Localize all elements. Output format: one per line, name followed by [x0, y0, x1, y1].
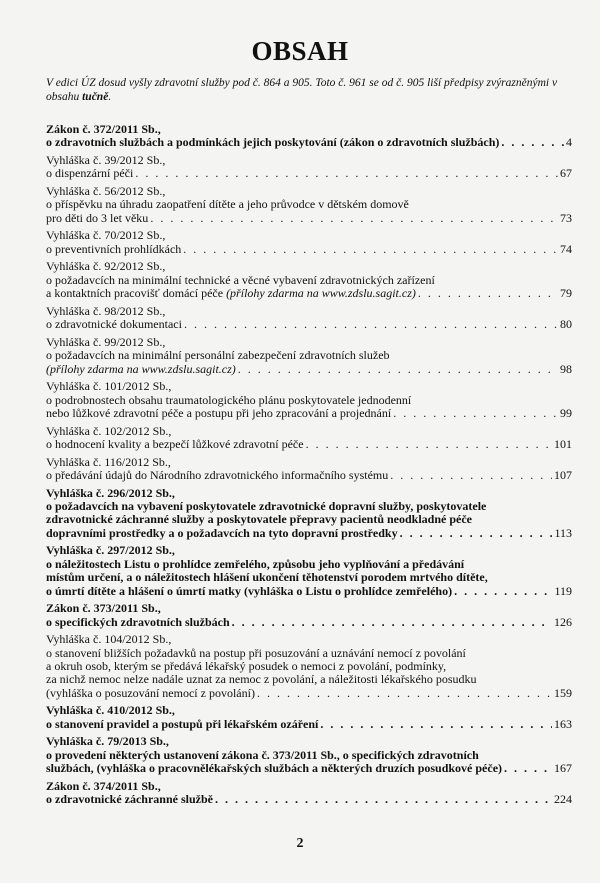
toc-entry-text — [46, 793, 213, 806]
dot-leader — [150, 212, 558, 225]
toc-entry-text — [46, 136, 499, 149]
toc-entry — [46, 425, 572, 452]
toc-entry-page: 79 — [560, 286, 572, 301]
page-title: OBSAH — [251, 36, 349, 66]
dot-leader — [135, 167, 558, 180]
toc-entry-last-line — [46, 318, 572, 331]
toc-entry-heading: Vyhláška č. 39/2012 Sb., — [46, 154, 166, 167]
toc-entry-text-part: nebo lůžkové zdravotní péče a postupu při jeho zpracování a projednání — [46, 406, 392, 421]
toc-entry-text: o příspěvku na úhradu zaopatření dítěte a jeho průvodce v dětském domově — [46, 198, 409, 212]
toc-entry-text — [46, 616, 230, 629]
toc-entry-text — [46, 718, 318, 731]
toc-entry — [46, 544, 572, 598]
dot-leader — [390, 469, 552, 482]
toc-entry — [46, 735, 572, 775]
toc-entry-italic-note: (přílohy zdarma na www.zdslu.sagit.cz) — [46, 361, 236, 376]
toc-entry-last-line — [46, 167, 572, 180]
dot-leader — [238, 363, 558, 376]
toc-entry-text: a okruh osob, kterým se předává lékařský posudek o nemoci z povolání, podmínky, — [46, 660, 447, 674]
toc-entry-text-part: pro děti do 3 let věku — [46, 210, 149, 225]
toc-entry — [46, 154, 572, 181]
toc-entry-text — [46, 167, 133, 180]
toc-entry-heading: Vyhláška č. 99/2012 Sb., — [46, 335, 166, 349]
toc-entry-text — [46, 212, 148, 225]
toc-entry-text-part: službách, (vyhláška o pracovnělékařských službách a některých druzích posudkové péče) — [46, 761, 503, 776]
toc-entry-last-line — [46, 407, 572, 420]
dot-leader — [504, 762, 552, 775]
toc-entry-page: 107 — [554, 468, 572, 483]
dot-leader — [257, 687, 552, 700]
toc-entry-last-line — [46, 136, 572, 149]
toc-entry-page: 67 — [560, 166, 572, 181]
toc-entry-text-part: a kontaktních pracovišť domácí péče — [46, 286, 227, 301]
toc-entry-text — [46, 363, 236, 376]
toc-entry-text-part: o zdravotnické dokumentaci — [46, 317, 182, 332]
toc-entry-text-part: o dispenzární péči — [46, 166, 134, 181]
toc-entry-heading: Vyhláška č. 410/2012 Sb., — [46, 704, 175, 718]
toc-entry-text-part: o zdravotních službách a podmínkách jejich poskytování (zákon o zdravotních službách) — [46, 135, 500, 150]
toc-entry-last-line — [46, 527, 572, 540]
toc-entry-text-part: o specifických zdravotních službách — [46, 614, 230, 629]
toc-entry-text — [46, 527, 398, 540]
toc-entry-text — [46, 585, 452, 598]
toc-entry-heading: Vyhláška č. 79/2013 Sb., — [46, 735, 169, 749]
toc-entry — [46, 123, 572, 150]
toc-entry — [46, 780, 572, 807]
intro-emphasis: tučně — [82, 91, 109, 103]
toc-entry-text: o požadavcích na vybavení poskytovatele zdravotnické dopravní služby, poskytovatele — [46, 500, 487, 514]
toc-entry — [46, 229, 572, 256]
toc-entry-heading: Zákon č. 374/2011 Sb., — [46, 779, 161, 793]
toc-entry-heading: Vyhláška č. 92/2012 Sb., — [46, 260, 166, 274]
toc-entry-heading: Zákon č. 372/2011 Sb., — [46, 123, 161, 136]
toc-entry-last-line — [46, 212, 572, 225]
toc-entry-text — [46, 438, 304, 451]
dot-leader — [454, 585, 552, 598]
toc-entry-text: za nichž nemoc nelze nadále uznat za nemoc z povolání, a náležitosti lékařského posudku — [46, 673, 477, 687]
toc-entry — [46, 456, 572, 483]
toc-entry-text-part: o úmrtí dítěte a hlášení o úmrtí matky (vyhláška o Listu o prohlídce zemřelého) — [46, 583, 453, 598]
toc-entry — [46, 633, 572, 700]
dot-leader — [400, 527, 553, 540]
toc-entry — [46, 380, 572, 420]
toc-entry-last-line — [46, 469, 572, 482]
toc-entry-page: 126 — [554, 614, 572, 629]
toc-entry-page: 4 — [566, 135, 572, 150]
toc-entry — [46, 185, 572, 225]
toc-entry-page: 224 — [554, 792, 572, 807]
toc-entry-page: 101 — [554, 437, 572, 452]
toc-entry-text-part: o preventivních prohlídkách — [46, 241, 182, 256]
toc-entry-text-part: dopravními prostředky a o požadavcích na tyto dopravní prostředky — [46, 525, 398, 540]
toc-entry — [46, 336, 572, 376]
toc-entry-text — [46, 318, 182, 331]
dot-leader — [215, 793, 552, 806]
toc-entry-text: zdravotnické záchranné služby a poskytovatele přepravy pacientů neodkladné péče — [46, 513, 472, 527]
dot-leader — [501, 136, 564, 149]
toc-entry-heading: Vyhláška č. 102/2012 Sb., — [46, 424, 172, 438]
dot-leader — [320, 718, 552, 731]
toc-entry-last-line — [46, 363, 572, 376]
toc-entry-text — [46, 407, 391, 420]
toc-entry-text-part: o stanovení pravidel a postupů při lékařském ozáření — [46, 716, 319, 731]
intro-end: . — [108, 91, 112, 103]
toc-entry — [46, 260, 572, 300]
toc-entry — [46, 487, 572, 541]
toc-entry-page: 159 — [554, 685, 572, 700]
dot-leader — [306, 438, 552, 451]
toc-entry-text — [46, 762, 502, 775]
toc-entry-heading: Vyhláška č. 296/2012 Sb., — [46, 486, 175, 500]
toc-entry-text: o požadavcích na minimální technické a věcné vybavení zdravotnických zařízení — [46, 273, 435, 287]
intro-text: V edici ÚZ dosud vyšly zdravotní služby pod č. 864 a 905. Toto č. 961 se od č. 905 liší předpisy zvýrazněnými v obsahu — [46, 77, 558, 103]
toc-entry-page: 167 — [554, 761, 572, 776]
toc-entry-heading: Zákon č. 373/2011 Sb., — [46, 602, 161, 616]
toc-entry-page: 119 — [554, 583, 572, 598]
toc-entry-page: 163 — [554, 716, 572, 731]
toc-entry-heading: Vyhláška č. 101/2012 Sb., — [46, 380, 172, 394]
toc-entry-italic-note: (přílohy zdarma na www.zdslu.sagit.cz) — [226, 286, 416, 301]
page-number: 2 — [296, 836, 304, 851]
toc-entry-page: 74 — [560, 241, 572, 256]
toc-entry-heading: Vyhláška č. 70/2012 Sb., — [46, 229, 166, 243]
toc-entry-heading: Vyhláška č. 116/2012 Sb., — [46, 455, 171, 469]
toc-entry-text: o náležitostech Listu o prohlídce zemřelého, způsobu jeho vyplňování a předávání — [46, 557, 465, 571]
toc-entry-page: 73 — [560, 210, 572, 225]
dot-leader — [184, 318, 558, 331]
toc-entry-text: o provedení některých ustanovení zákona č. 373/2011 Sb., o specifických zdravotních — [46, 748, 479, 762]
toc-entry-last-line — [46, 287, 572, 300]
toc-entry-page: 80 — [560, 317, 572, 332]
toc-entry — [46, 704, 572, 731]
toc-entry-text: místům určení, a o náležitostech hlášení ukončení těhotenství porodem mrtvého dítěte, — [46, 571, 488, 585]
intro-paragraph — [46, 76, 566, 104]
toc-entry — [46, 602, 572, 629]
toc-entry-text: o podrobnostech obsahu traumatologického plánu poskytovatele jednodenní — [46, 393, 412, 407]
toc-entry-last-line — [46, 438, 572, 451]
toc-entry-text — [46, 243, 181, 256]
toc-entry-last-line — [46, 793, 572, 806]
toc-entry-text-part: o zdravotnické záchranné službě — [46, 792, 213, 807]
toc-entry-text — [46, 287, 416, 300]
table-of-contents — [46, 123, 572, 811]
toc-entry-text-part: (vyhláška o posuzování nemocí z povolání) — [46, 685, 255, 700]
toc-entry-heading: Vyhláška č. 297/2012 Sb., — [46, 544, 175, 558]
toc-entry-heading: Vyhláška č. 104/2012 Sb., — [46, 633, 172, 647]
toc-entry-text: o stanovení bližších požadavků na postup při posuzování a uznávání nemocí z povolání — [46, 646, 466, 660]
toc-entry-text-part: o hodnocení kvality a bezpečí lůžkové zdravotní péče — [46, 437, 304, 452]
toc-entry-text — [46, 687, 255, 700]
dot-leader — [232, 616, 552, 629]
toc-entry-last-line — [46, 243, 572, 256]
dot-leader — [393, 407, 558, 420]
toc-entry-page: 113 — [554, 525, 572, 540]
toc-entry-last-line — [46, 687, 572, 700]
toc-entry-last-line — [46, 616, 572, 629]
dot-leader — [418, 287, 558, 300]
toc-entry-last-line — [46, 718, 572, 731]
toc-entry-last-line — [46, 585, 572, 598]
toc-entry-heading: Vyhláška č. 98/2012 Sb., — [46, 304, 166, 318]
toc-entry-text: o požadavcích na minimální personální zabezpečení zdravotních služeb — [46, 349, 390, 363]
toc-entry-last-line — [46, 762, 572, 775]
toc-entry-heading: Vyhláška č. 56/2012 Sb., — [46, 185, 166, 198]
toc-entry-text — [46, 469, 388, 482]
toc-entry — [46, 305, 572, 332]
toc-entry-text-part: o předávání údajů do Národního zdravotnického informačního systému — [46, 468, 389, 483]
dot-leader — [183, 243, 558, 256]
toc-entry-page: 98 — [560, 361, 572, 376]
toc-entry-page: 99 — [560, 406, 572, 421]
